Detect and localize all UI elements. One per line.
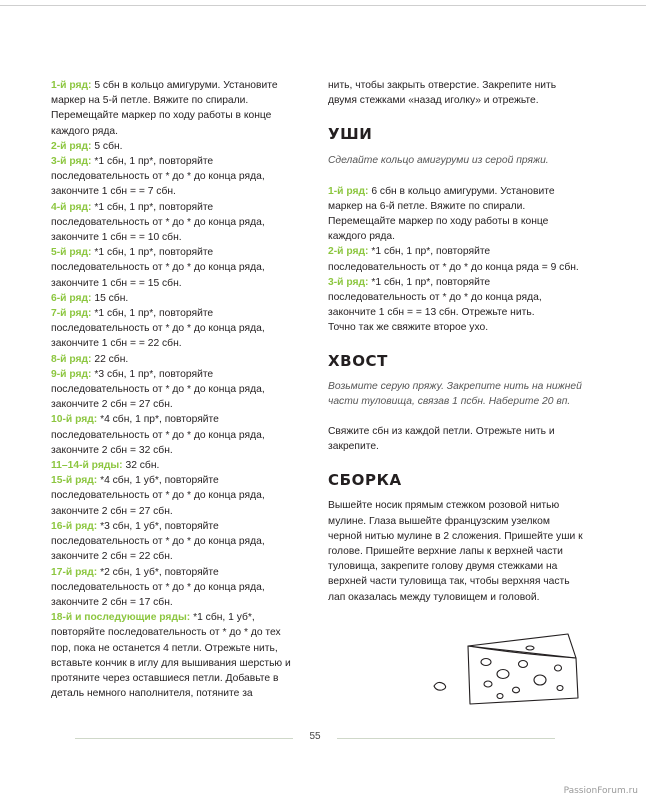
footer-rule-left (75, 738, 293, 739)
row-17: 17-й ряд: *2 сбн, 1 уб*, повторяйте последовательность от * до * до конца ряда, закончите 2 сбн = 17 сбн. (51, 566, 265, 608)
right-column (328, 78, 586, 605)
row-18-onward: 18-й и последующие ряды: *1 сбн, 1 уб*, повторяйте последовательность от * до * до тех пор, пока не останется 4 петли. Отрежьте нить, вставьте кончик в иглу для вышивания шерстью и протяните через оставшиеся петли. Добавьте в деталь немного наполнителя, потяните за (51, 612, 291, 700)
footer-rule-right (337, 738, 555, 739)
row-8: 8-й ряд: 22 сбн. (51, 353, 129, 365)
row-6: 6-й ряд: 15 сбн. (51, 292, 129, 304)
ears-closing: Точно так же свяжите второе ухо. (328, 322, 489, 334)
tail-intro: Возьмите серую пряжу. Закрепите нить на нижней части туловища, связав 1 псбн. Наберите 20 вп. (328, 380, 582, 407)
ears-row-2: 2-й ряд: *1 сбн, 1 пр*, повторяйте последовательность от * до * до конца ряда = 9 сбн. (328, 246, 579, 273)
ears-row-1: 1-й ряд: 6 сбн в кольцо амигуруми. Установите маркер на 6-й петле. Вяжите по спирали. Перемещайте маркер по ходу работы в конце каждого ряда. (328, 185, 555, 243)
ears-heading: УШИ (328, 125, 373, 144)
row-5: 5-й ряд: *1 сбн, 1 пр*, повторяйте последовательность от * до * до конца ряда, закончите 1 сбн = = 15 сбн. (51, 247, 265, 289)
spacer (328, 409, 586, 424)
ears-intro: Сделайте кольцо амигуруми из серой пряжи. (328, 155, 549, 167)
row-9: 9-й ряд: *3 сбн, 1 пр*, повторяйте последовательность от * до * до конца ряда, закончите 2 сбн = 27 сбн. (51, 368, 265, 411)
spacer (328, 169, 586, 184)
row-7: 7-й ряд: *1 сбн, 1 пр*, повторяйте последовательность от * до * до конца ряда, закончите 1 сбн = = 22 сбн. (51, 308, 265, 350)
top-rule (0, 5, 646, 6)
left-column (51, 78, 303, 701)
watermark: PassionForum.ru (563, 786, 638, 796)
row-16: 16-й ряд: *3 сбн, 1 уб*, повторяйте последовательность от * до * до конца ряда, закончите 2 сбн = 22 сбн. (51, 520, 265, 563)
continuation-text: нить, чтобы закрыть отверстие. Закрепите нить двумя стежками «назад иголку» и отрежьте. (328, 80, 557, 107)
tail-heading: ХВОСТ (328, 351, 388, 370)
row-2: 2-й ряд: 5 сбн. (51, 140, 123, 152)
tail-body: Свяжите сбн из каждой петли. Отрежьте нить и закрепите. (328, 426, 555, 453)
page-number: 55 (309, 731, 321, 742)
ears-row-3: 3-й ряд: *1 сбн, 1 пр*, повторяйте последовательность от * до * до конца ряда, закончите 1 сбн = = 13 сбн. Отрежьте нить. (328, 276, 542, 319)
rows-11-14: 11–14-й ряды: 32 сбн. (51, 460, 160, 472)
assembly-heading: СБОРКА (328, 471, 402, 490)
row-3: 3-й ряд: *1 сбн, 1 пр*, повторяйте последовательность от * до * до конца ряда, закончите 1 сбн = = 7 сбн. (51, 156, 265, 198)
row-10: 10-й ряд: *4 сбн, 1 пр*, повторяйте последовательность от * до * до конца ряда, закончите 2 сбн = 32 сбн. (51, 414, 265, 456)
row-4: 4-й ряд: *1 сбн, 1 пр*, повторяйте последовательность от * до * до конца ряда, закончите 1 сбн = = 10 сбн. (51, 201, 265, 244)
cheese-wedge-drawing (428, 628, 588, 708)
assembly-body: Вышейте носик прямым стежком розовой нитью мулине. Глаза вышейте французским узелком черной нитью мулине в 2 сложения. Пришейте уши к голове. Пришейте верхние лапы к верхней части туловища, закрепите голову двумя стежками на верхней части туловища так, чтобы верхняя часть лап оказалась между туловищем и головой. (328, 500, 583, 603)
row-1: 1-й ряд: 5 сбн в кольцо амигуруми. Установите маркер на 5-й петле. Вяжите по спирали. Перемещайте маркер по ходу работы в конце каждого ряда. (51, 80, 278, 137)
row-15: 15-й ряд: *4 сбн, 1 уб*, повторяйте последовательность от * до * до конца ряда, закончите 2 сбн = 27 сбн. (51, 475, 265, 517)
